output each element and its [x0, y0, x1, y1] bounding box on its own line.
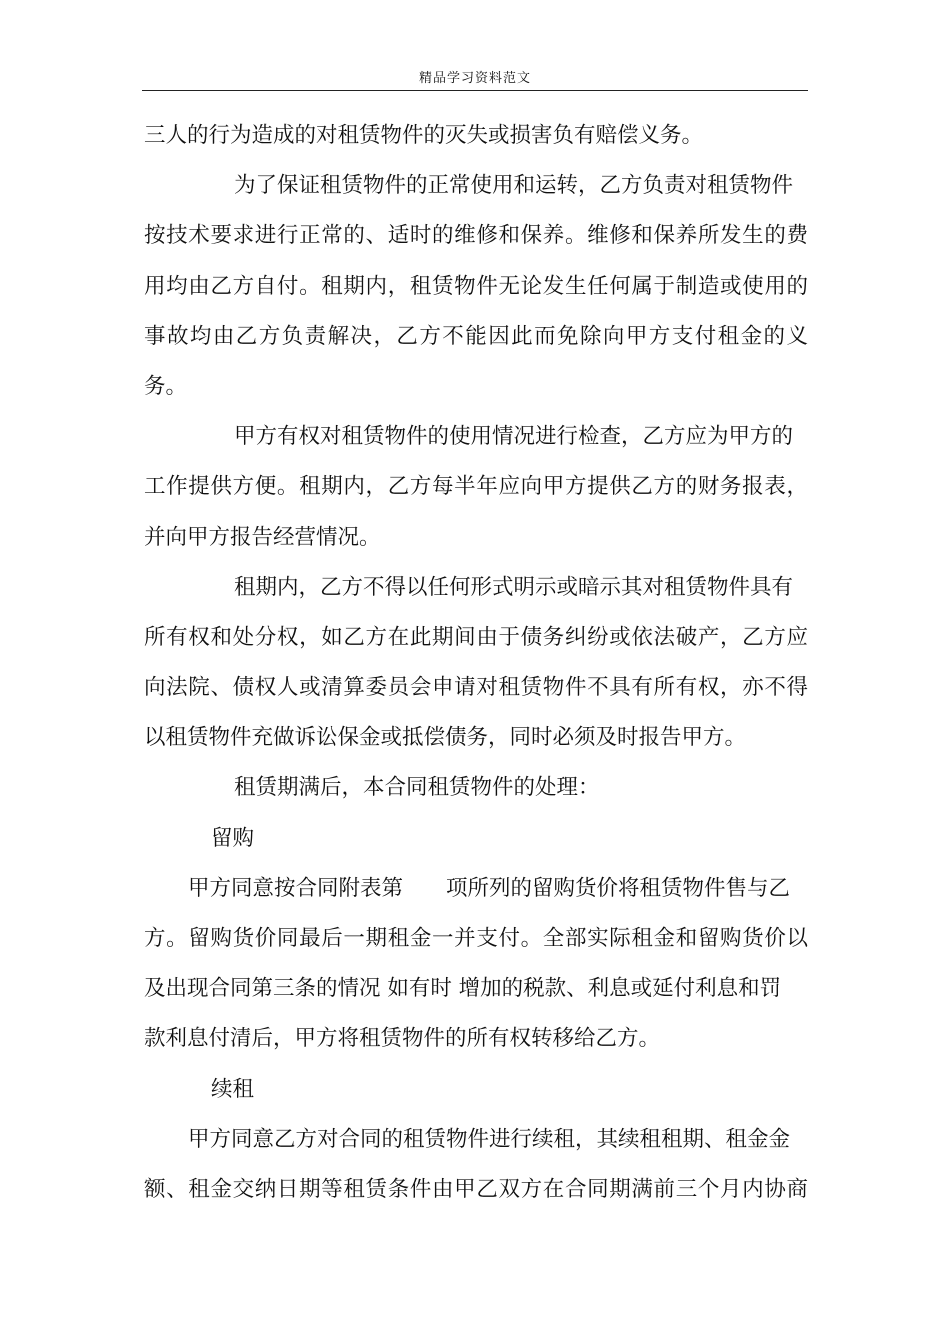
- text-line: 租赁期满后，本合同租赁物件的处理：: [234, 775, 600, 801]
- text-line: 并向甲方报告经营情况。: [144, 524, 381, 550]
- page-header: [142, 62, 808, 91]
- text-line: 用均由乙方自付。租期内，租赁物件无论发生任何属于制造或使用的: [144, 273, 808, 299]
- text-line: 款利息付清后，甲方将租赁物件的所有权转移给乙方。: [144, 1026, 661, 1052]
- text-line: 事故均由乙方负责解决，乙方不能因此而免除向甲方支付租金的义: [144, 323, 808, 349]
- text-line: 所有权和处分权，如乙方在此期间由于债务纠纷或依法破产，乙方应: [144, 624, 808, 650]
- section-heading: 留购: [211, 825, 255, 851]
- section-heading: 续租: [211, 1076, 255, 1102]
- text-line: 以租赁物件充做诉讼保金或抵偿债务，同时必须及时报告甲方。: [144, 725, 747, 751]
- text-line: 按技术要求进行正常的、适时的维修和保养。维修和保养所发生的费: [144, 223, 808, 249]
- text-line: 租期内，乙方不得以任何形式明示或暗示其对租赁物件具有: [234, 574, 794, 600]
- text-line: 甲方同意乙方对合同的租赁物件进行续租，其续租租期、租金金: [188, 1126, 791, 1152]
- document-body: [144, 111, 808, 1215]
- text-line: 为了保证租赁物件的正常使用和运转，乙方负责对租赁物件: [234, 173, 794, 199]
- text-line: 及出现合同第三条的情况 如有时 增加的税款、利息或延付利息和罚: [144, 976, 782, 1002]
- text-line: 工作提供方便。租期内，乙方每半年应向甲方提供乙方的财务报表，: [144, 474, 808, 500]
- text-line: 甲方有权对租赁物件的使用情况进行检查，乙方应为甲方的: [234, 424, 794, 450]
- text-line: 额、租金交纳日期等租赁条件由甲乙双方在合同期满前三个月内协商: [144, 1176, 808, 1202]
- text-line: 务。: [144, 373, 188, 399]
- text-line: 甲方同意按合同附表第 项所列的留购货价将租赁物件售与乙: [188, 875, 791, 901]
- text-line: 三人的行为造成的对租赁物件的灭失或损害负有赔偿义务。: [144, 123, 704, 148]
- header-title: 精品学习资料范文: [418, 71, 531, 86]
- text-line: 向法院、债权人或清算委员会申请对租赁物件不具有所有权，亦不得: [144, 675, 808, 701]
- text-line: 方。留购货价同最后一期租金一并支付。全部实际租金和留购货价以: [144, 926, 808, 951]
